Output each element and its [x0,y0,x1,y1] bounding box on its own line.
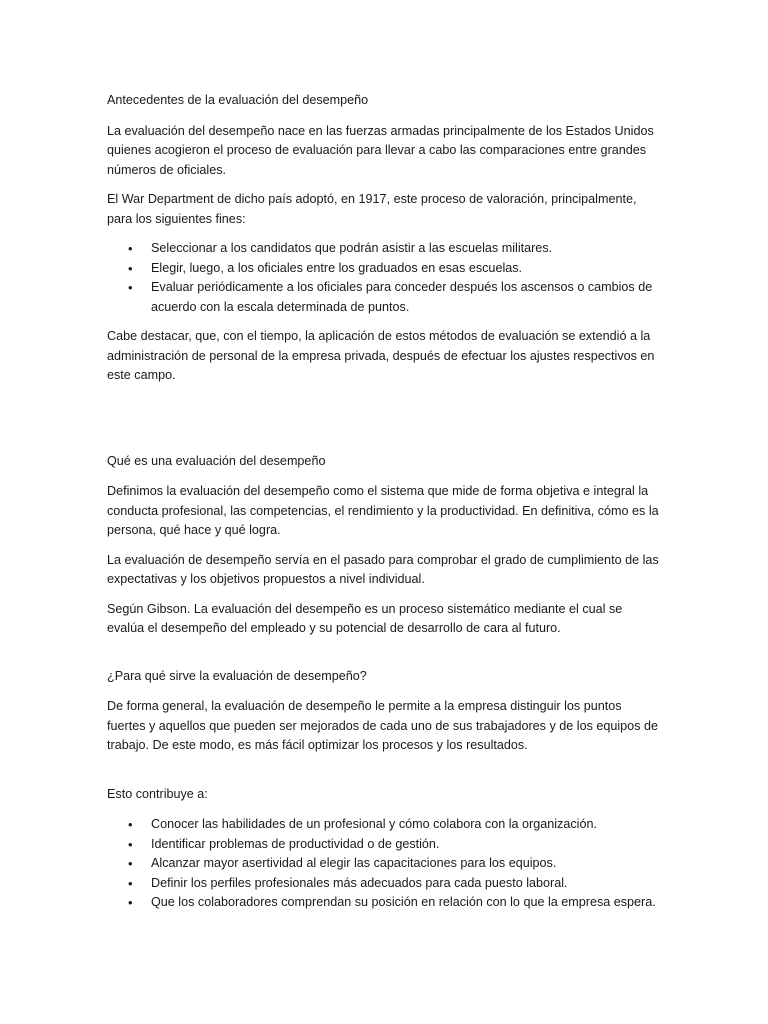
spacer [107,396,659,452]
paragraph-definicion: Definimos la evaluación del desempeño como el sistema que mide de forma objetiva e integral la conducta profesional, las competencias, el rendimiento y la productividad. En definitiva, cómo es la persona, qué hace y qué logra. [107,484,659,537]
section-heading-antecedentes: Antecedentes de la evaluación del desempeño [107,93,369,107]
list-item-text: Conocer las habilidades de un profesional y cómo colabora con la organización. [151,817,597,831]
bullet-icon: • [128,280,133,295]
list-item [107,278,659,317]
list-item [107,874,659,894]
bullet-icon: • [128,875,133,891]
list-item-text: Elegir, luego, a los oficiales entre los graduados en esas escuelas. [151,260,523,275]
paragraph-cabe-destacar: Cabe destacar, que, con el tiempo, la aplicación de estos métodos de evaluación se extendió a la administración de personal de la empresa privada, después de efectuar los ajustes respectivos en este campo. [107,329,655,382]
bullet-icon: • [128,836,133,852]
paragraph-forma-general: De forma general, la evaluación de desempeño le permite a la empresa distinguir los puntos fuertes y aquellos que pueden ser mejorados de cada uno de sus trabajadores y de los equipos de trabajo. De este modo, es más fácil optimizar los procesos y los resultados. [107,699,658,752]
bullet-list-contribuye [107,815,659,913]
section-heading-que-es: Qué es una evaluación del desempeño [107,453,326,468]
list-item [107,259,659,279]
list-item [107,835,659,855]
spacer [107,766,659,785]
section-heading-para-que-sirve: ¿Para qué sirve la evaluación de desempeño? [107,668,367,683]
list-item-text: Identificar problemas de productividad o de gestión. [151,836,440,851]
spacer [107,649,659,667]
list-item-text: Definir los perfiles profesionales más adecuados para cada puesto laboral. [151,875,568,890]
list-item [107,815,659,835]
bullet-icon: • [128,856,133,871]
list-item [107,893,659,913]
section-heading-contribuye: Esto contribuye a: [107,786,208,801]
document-page [107,91,659,923]
paragraph-origen: La evaluación del desempeño nace en las fuerzas armadas principalmente de los Estados Unidos quienes acogieron el proceso de evaluación para llevar a cabo las comparaciones entre grandes números de oficiales. [107,123,654,177]
bullet-icon: • [128,260,133,276]
list-item-text: Que los colaboradores comprendan su posición en relación con lo que la empresa espera. [151,895,656,909]
list-item [107,854,659,874]
list-item-text: Alcanzar mayor asertividad al elegir las capacitaciones para los equipos. [151,856,557,870]
list-item-text: Evaluar periódicamente a los oficiales para conceder después los ascensos o cambios de acuerdo con la escala determinada de puntos. [151,280,653,314]
bullet-icon: • [128,817,133,832]
bullet-list-fines [107,239,659,317]
paragraph-gibson: Según Gibson. La evaluación del desempeño es un proceso sistemático mediante el cual se evalúa el desempeño del empleado y su potencial de desarrollo de cara al futuro. [107,601,623,635]
paragraph-pasado: La evaluación de desempeño servía en el pasado para comprobar el grado de cumplimiento de las expectativas y los objetivos propuestos a nivel individual. [107,552,659,586]
bullet-icon: • [128,241,133,256]
bullet-icon: • [128,895,133,910]
paragraph-war-department: El War Department de dicho país adoptó, en 1917, este proceso de valoración, principalmente, para los siguientes fines: [107,192,637,226]
list-item-text: Seleccionar a los candidatos que podrán asistir a las escuelas militares. [151,241,553,255]
list-item [107,239,659,259]
